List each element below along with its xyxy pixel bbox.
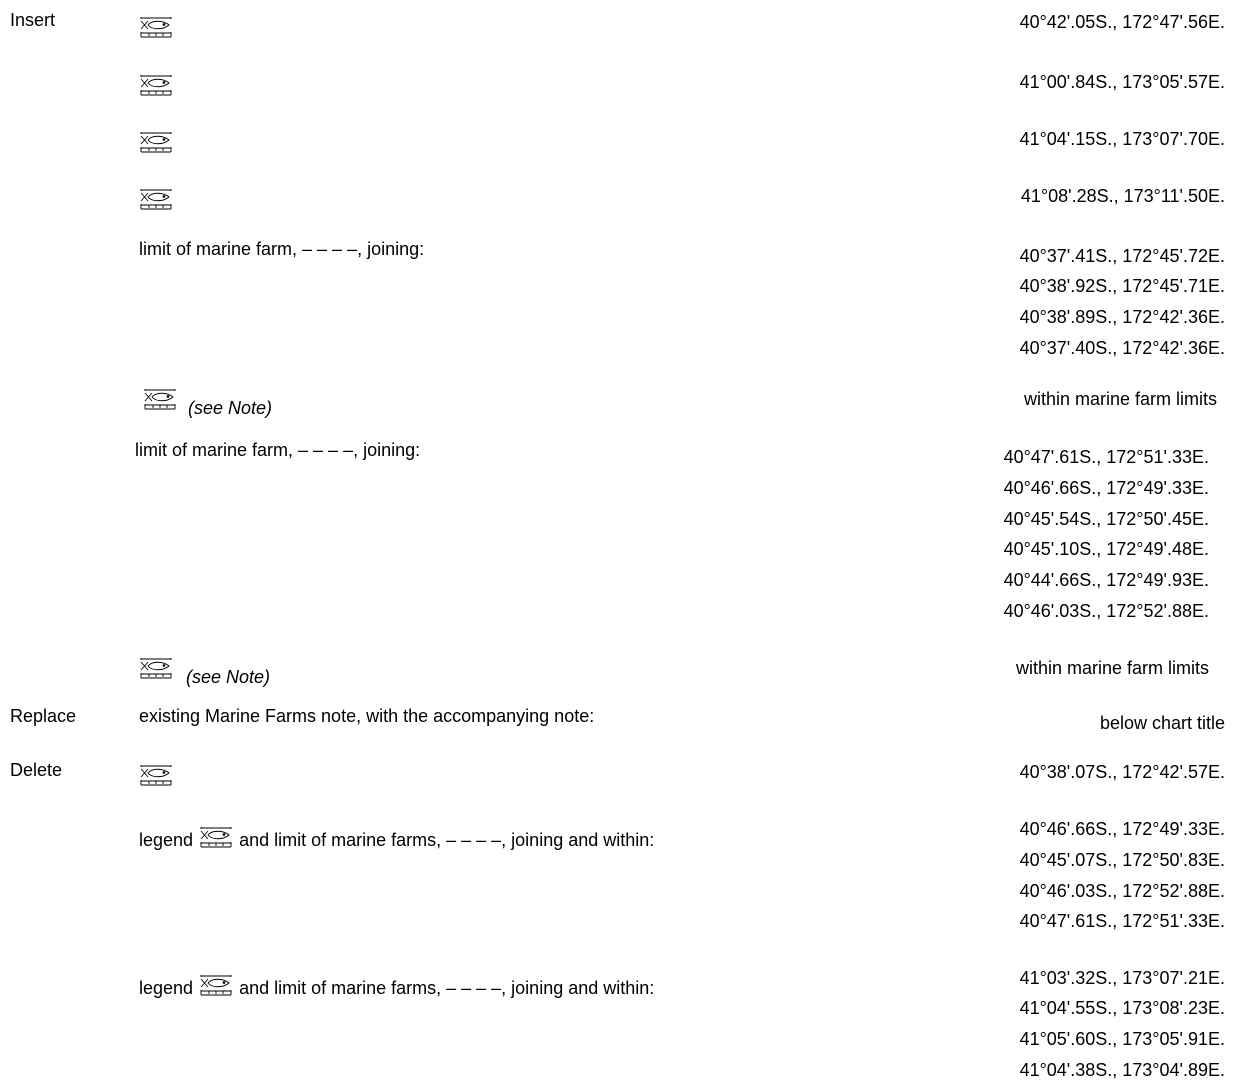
insert-limit-1-coord: 40°37'.41S., 172°45'.72E. — [1019, 246, 1225, 266]
insert-within-1: within marine farm limits — [1023, 389, 1217, 409]
delete-legend-1-coord: 40°46'.66S., 172°49'.33E. — [1019, 819, 1225, 839]
see-note-2: (see Note) — [186, 667, 271, 687]
insert-limit-1-text: limit of marine farm, – – – –, joining: — [139, 239, 425, 259]
insert-position-1: 40°42'.05S., 172°47'.56E. — [1019, 12, 1225, 32]
delete-legend-1-coord: 40°46'.03S., 172°52'.88E. — [1019, 881, 1225, 901]
insert-limit-2-coord: 40°47'.61S., 172°51'.33E. — [1003, 447, 1209, 467]
delete-legend-2-coord: 41°04'.55S., 173°08'.23E. — [1019, 998, 1225, 1018]
action-delete: Delete — [10, 760, 63, 780]
delete-legend-2-after: and limit of marine farms, – – – –, joining and within: — [239, 978, 655, 998]
insert-position-3: 41°04'.15S., 173°07'.70E. — [1019, 129, 1225, 149]
action-insert: Insert — [10, 10, 56, 30]
delete-legend-2-before: legend — [139, 978, 194, 998]
marine-farm-fish-icon — [139, 74, 173, 96]
marine-farm-fish-icon — [139, 16, 173, 38]
delete-legend-1-coord: 40°45'.07S., 172°50'.83E. — [1019, 850, 1225, 870]
delete-legend-2-line — [139, 974, 654, 999]
insert-limit-2-coord: 40°46'.66S., 172°49'.33E. — [1003, 478, 1209, 498]
insert-within-2: within marine farm limits — [1015, 658, 1209, 678]
delete-position-1: 40°38'.07S., 172°42'.57E. — [1019, 762, 1225, 782]
delete-legend-2-coord: 41°04'.38S., 173°04'.89E. — [1019, 1060, 1225, 1080]
replace-location: below chart title — [1099, 713, 1225, 733]
marine-farm-fish-icon — [139, 657, 173, 679]
delete-legend-1-line — [139, 826, 654, 851]
delete-legend-2-coord: 41°03'.32S., 173°07'.21E. — [1019, 968, 1225, 988]
delete-legend-2-coord: 41°05'.60S., 173°05'.91E. — [1019, 1029, 1225, 1049]
delete-legend-1-coord: 40°47'.61S., 172°51'.33E. — [1019, 911, 1225, 931]
insert-limit-2-coord: 40°45'.10S., 172°49'.48E. — [1003, 539, 1209, 559]
insert-limit-1-coord: 40°38'.89S., 172°42'.36E. — [1019, 307, 1225, 327]
marine-farm-fish-icon — [199, 826, 233, 848]
marine-farm-fish-icon — [199, 974, 233, 996]
insert-position-4: 41°08'.28S., 173°11'.50E. — [1020, 186, 1225, 206]
insert-position-2: 41°00'.84S., 173°05'.57E. — [1019, 72, 1225, 92]
marine-farm-fish-icon — [143, 388, 177, 410]
insert-limit-2-text: limit of marine farm, – – – –, joining: — [135, 440, 421, 460]
replace-text: existing Marine Farms note, with the accompanying note: — [139, 706, 595, 726]
insert-limit-2-coord: 40°44'.66S., 172°49'.93E. — [1003, 570, 1209, 590]
insert-limit-1-coord: 40°38'.92S., 172°45'.71E. — [1019, 276, 1225, 296]
delete-legend-1-after: and limit of marine farms, – – – –, joining and within: — [239, 830, 655, 850]
insert-limit-2-coord: 40°46'.03S., 172°52'.88E. — [1003, 601, 1209, 621]
action-replace: Replace — [10, 706, 77, 726]
marine-farm-fish-icon — [139, 131, 173, 153]
see-note-1: (see Note) — [188, 398, 273, 418]
delete-legend-1-before: legend — [139, 830, 194, 850]
marine-farm-fish-icon — [139, 188, 173, 210]
marine-farm-fish-icon — [139, 764, 173, 786]
insert-limit-1-coord: 40°37'.40S., 172°42'.36E. — [1019, 338, 1225, 358]
insert-limit-2-coord: 40°45'.54S., 172°50'.45E. — [1003, 509, 1209, 529]
